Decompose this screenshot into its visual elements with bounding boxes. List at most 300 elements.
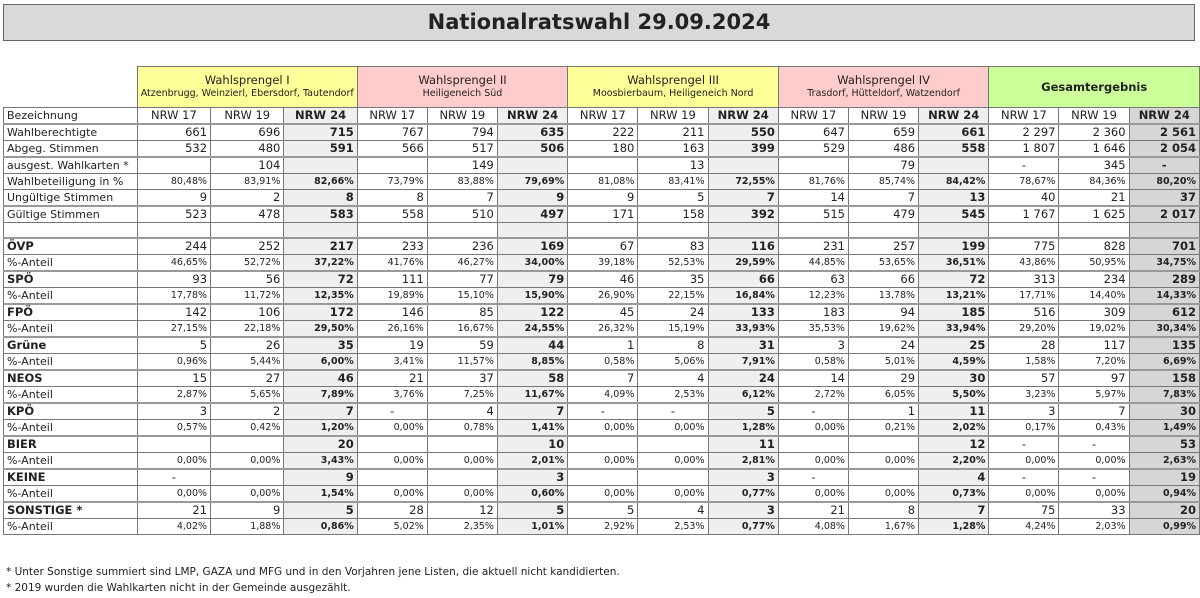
footnote-wahlkarten: * 2019 wurden die Wahlkarten nicht in der Gemeinde ausgezählt. (6, 582, 351, 594)
value-cell: 53 (1129, 436, 1199, 453)
value-cell: 106 (211, 304, 284, 321)
column-header: NRW 17 (357, 108, 427, 125)
value-cell: 0,00% (211, 486, 284, 503)
value-cell: 545 (919, 206, 989, 223)
table-row (4, 255, 1200, 272)
value-cell: 2 360 (1059, 124, 1129, 141)
value-cell: 13 (919, 190, 989, 207)
value-cell: 10 (497, 436, 567, 453)
value-cell: 7,89% (284, 387, 357, 404)
value-cell: 3,43% (284, 453, 357, 470)
value-cell (708, 223, 778, 239)
value-cell: 19,89% (357, 288, 427, 305)
row-label: SPÖ (4, 271, 138, 288)
value-cell: 233 (357, 238, 427, 255)
value-cell: 6,12% (708, 387, 778, 404)
value-cell: 583 (284, 206, 357, 223)
value-cell: 46,65% (137, 255, 210, 272)
value-cell: 81,76% (778, 174, 848, 190)
value-cell: 9 (211, 502, 284, 519)
group-name: Wahlsprengel I (204, 73, 290, 87)
value-cell: 244 (137, 238, 210, 255)
value-cell: 0,77% (708, 486, 778, 503)
value-cell: 532 (137, 141, 210, 158)
row-label (4, 223, 138, 239)
value-cell: - (568, 403, 638, 420)
value-cell: 13 (638, 157, 708, 174)
value-cell: 529 (778, 141, 848, 158)
value-cell: 26 (211, 337, 284, 354)
group-header-1 (137, 67, 357, 108)
value-cell: 94 (848, 304, 918, 321)
row-label: ÖVP (4, 238, 138, 255)
group-subtitle: Atzenbrugg, Weinzierl, Ebersdorf, Tautendorf (140, 88, 354, 99)
value-cell (848, 469, 918, 486)
value-cell: 9 (284, 469, 357, 486)
value-cell (137, 223, 210, 239)
value-cell: 11,72% (211, 288, 284, 305)
table-row (4, 453, 1200, 470)
value-cell: 56 (211, 271, 284, 288)
value-cell (568, 436, 638, 453)
value-cell: 83,91% (211, 174, 284, 190)
value-cell: 0,00% (568, 420, 638, 437)
value-cell: 4 (638, 370, 708, 387)
value-cell: 5,01% (848, 354, 918, 371)
table-row (4, 469, 1200, 486)
value-cell: 8 (284, 190, 357, 207)
column-header: NRW 19 (427, 108, 497, 125)
value-cell: 2,92% (568, 519, 638, 535)
value-cell: 122 (497, 304, 567, 321)
value-cell: 85 (427, 304, 497, 321)
value-cell: 146 (357, 304, 427, 321)
value-cell: 14 (778, 190, 848, 207)
value-cell: 510 (427, 206, 497, 223)
value-cell: 81,08% (568, 174, 638, 190)
value-cell: - (357, 403, 427, 420)
value-cell (638, 469, 708, 486)
value-cell: 828 (1059, 238, 1129, 255)
value-cell: 7 (568, 370, 638, 387)
value-cell: 52,53% (638, 255, 708, 272)
value-cell: 29,50% (284, 321, 357, 338)
value-cell: 52,72% (211, 255, 284, 272)
value-cell: 478 (211, 206, 284, 223)
value-cell: 7 (1059, 403, 1129, 420)
value-cell: 75 (989, 502, 1059, 519)
value-cell: 16,67% (427, 321, 497, 338)
value-cell: 22,18% (211, 321, 284, 338)
value-cell: 515 (778, 206, 848, 223)
value-cell: 36,51% (919, 255, 989, 272)
value-cell: 11,67% (497, 387, 567, 404)
value-cell: 46,27% (427, 255, 497, 272)
value-cell: 2,63% (1129, 453, 1199, 470)
value-cell (778, 157, 848, 174)
row-label: %-Anteil (4, 321, 138, 338)
value-cell: 17,71% (989, 288, 1059, 305)
value-cell: 2,87% (137, 387, 210, 404)
value-cell: 2 054 (1129, 141, 1199, 158)
value-cell: 661 (137, 124, 210, 141)
value-cell: 4 (638, 502, 708, 519)
group-subtitle: Trasdorf, Hütteldorf, Watzendorf (807, 88, 960, 99)
value-cell: 19,62% (848, 321, 918, 338)
value-cell: 1,54% (284, 486, 357, 503)
value-cell: 12 (919, 436, 989, 453)
value-cell: 0,00% (568, 486, 638, 503)
row-label: KEINE (4, 469, 138, 486)
value-cell: 217 (284, 238, 357, 255)
value-cell: 2 (211, 403, 284, 420)
value-cell: 2 (211, 190, 284, 207)
value-cell (568, 223, 638, 239)
value-cell: 1,58% (989, 354, 1059, 371)
value-cell: 0,42% (211, 420, 284, 437)
value-cell: 0,00% (137, 486, 210, 503)
value-cell (848, 223, 918, 239)
value-cell: 11 (919, 403, 989, 420)
value-cell: 24 (848, 337, 918, 354)
value-cell: 289 (1129, 271, 1199, 288)
column-header: NRW 19 (1059, 108, 1129, 125)
row-label: Grüne (4, 337, 138, 354)
value-cell (357, 436, 427, 453)
value-cell: 29 (848, 370, 918, 387)
value-cell: 28 (989, 337, 1059, 354)
value-cell: 12,35% (284, 288, 357, 305)
value-cell: 30 (1129, 403, 1199, 420)
value-cell: 142 (137, 304, 210, 321)
table-row (4, 387, 1200, 404)
value-cell: 0,58% (568, 354, 638, 371)
value-cell: 80,48% (137, 174, 210, 190)
value-cell: 234 (1059, 271, 1129, 288)
value-cell: 97 (1059, 370, 1129, 387)
value-cell: 31 (708, 337, 778, 354)
value-cell: 34,00% (497, 255, 567, 272)
value-cell: 2,01% (497, 453, 567, 470)
value-cell: 4,08% (778, 519, 848, 535)
value-cell: 696 (211, 124, 284, 141)
value-cell: - (989, 469, 1059, 486)
value-cell: 480 (211, 141, 284, 158)
value-cell: 309 (1059, 304, 1129, 321)
value-cell: 0,00% (638, 453, 708, 470)
value-cell: 14,40% (1059, 288, 1129, 305)
value-cell: 0,00% (568, 453, 638, 470)
value-cell: 26,32% (568, 321, 638, 338)
value-cell: 11,57% (427, 354, 497, 371)
value-cell: 27,15% (137, 321, 210, 338)
value-cell: 28 (357, 502, 427, 519)
value-cell (638, 223, 708, 239)
row-label: Ungültige Stimmen (4, 190, 138, 207)
value-cell: 9 (497, 190, 567, 207)
value-cell: 5 (497, 502, 567, 519)
value-cell: 3,41% (357, 354, 427, 371)
value-cell (427, 436, 497, 453)
column-header: NRW 24 (284, 108, 357, 125)
value-cell: 84,42% (919, 174, 989, 190)
value-cell: 20 (284, 436, 357, 453)
value-cell: 7,91% (708, 354, 778, 371)
value-cell: 5 (284, 502, 357, 519)
value-cell: 1,28% (708, 420, 778, 437)
value-cell: 0,00% (848, 486, 918, 503)
value-cell: 79,69% (497, 174, 567, 190)
column-header: NRW 24 (919, 108, 989, 125)
value-cell: 41,76% (357, 255, 427, 272)
value-cell: 13,21% (919, 288, 989, 305)
value-cell: 171 (568, 206, 638, 223)
value-cell: 6,05% (848, 387, 918, 404)
row-label: %-Anteil (4, 288, 138, 305)
value-cell: 37 (1129, 190, 1199, 207)
value-cell (211, 223, 284, 239)
value-cell (211, 469, 284, 486)
value-cell: 3 (708, 502, 778, 519)
value-cell: 35 (638, 271, 708, 288)
value-cell: 0,00% (211, 453, 284, 470)
value-cell (427, 223, 497, 239)
value-cell: 135 (1129, 337, 1199, 354)
value-cell: 46 (284, 370, 357, 387)
value-cell: 2,03% (1059, 519, 1129, 535)
value-cell: 58 (497, 370, 567, 387)
value-cell: 775 (989, 238, 1059, 255)
value-cell: 517 (427, 141, 497, 158)
value-cell: 5,65% (211, 387, 284, 404)
value-cell (137, 436, 210, 453)
value-cell: 0,00% (137, 453, 210, 470)
row-label: %-Anteil (4, 387, 138, 404)
value-cell (1129, 223, 1199, 239)
value-cell: 34,75% (1129, 255, 1199, 272)
value-cell: 0,00% (848, 453, 918, 470)
value-cell: 566 (357, 141, 427, 158)
value-cell: 5 (638, 190, 708, 207)
column-header-label: Bezeichnung (4, 108, 138, 125)
group-name: Wahlsprengel II (418, 73, 507, 87)
value-cell: 37 (427, 370, 497, 387)
group-subtitle: Heiligeneich Süd (422, 88, 503, 99)
value-cell (137, 157, 210, 174)
value-cell: 523 (137, 206, 210, 223)
value-cell: 72 (919, 271, 989, 288)
table-row (4, 206, 1200, 223)
value-cell: 257 (848, 238, 918, 255)
row-label: KPÖ (4, 403, 138, 420)
value-cell: 67 (568, 238, 638, 255)
value-cell: 82,66% (284, 174, 357, 190)
value-cell: 661 (919, 124, 989, 141)
value-cell: 19 (357, 337, 427, 354)
value-cell: 3,23% (989, 387, 1059, 404)
value-cell: 5,44% (211, 354, 284, 371)
value-cell (357, 469, 427, 486)
group-header-2 (357, 67, 568, 108)
value-cell: 63 (778, 271, 848, 288)
value-cell: 199 (919, 238, 989, 255)
column-header: NRW 24 (708, 108, 778, 125)
value-cell: 2,53% (638, 387, 708, 404)
row-label: FPÖ (4, 304, 138, 321)
row-label: %-Anteil (4, 354, 138, 371)
value-cell: 78,67% (989, 174, 1059, 190)
value-cell: 0,78% (427, 420, 497, 437)
value-cell: 1,28% (919, 519, 989, 535)
row-label: Wahlbeteiligung in % (4, 174, 138, 190)
row-label: %-Anteil (4, 486, 138, 503)
value-cell: 84,36% (1059, 174, 1129, 190)
value-cell: 79 (497, 271, 567, 288)
column-header: NRW 17 (137, 108, 210, 125)
value-cell: 3 (137, 403, 210, 420)
value-cell: 5,50% (919, 387, 989, 404)
value-cell: 345 (1059, 157, 1129, 174)
group-subtitle: Moosbierbaum, Heiligeneich Nord (592, 88, 754, 99)
row-label: NEOS (4, 370, 138, 387)
value-cell: 236 (427, 238, 497, 255)
table-row (4, 288, 1200, 305)
value-cell: 66 (848, 271, 918, 288)
value-cell: 3 (778, 337, 848, 354)
value-cell: 7 (708, 190, 778, 207)
value-cell: 0,00% (1059, 486, 1129, 503)
value-cell: 21 (137, 502, 210, 519)
value-cell: 93 (137, 271, 210, 288)
value-cell: 211 (638, 124, 708, 141)
value-cell: 0,00% (778, 453, 848, 470)
value-cell: 392 (708, 206, 778, 223)
value-cell: 29,20% (989, 321, 1059, 338)
row-label: Abgeg. Stimmen (4, 141, 138, 158)
column-header: NRW 19 (638, 108, 708, 125)
row-label: Wahlberechtigte (4, 124, 138, 141)
value-cell: 9 (568, 190, 638, 207)
value-cell: 516 (989, 304, 1059, 321)
value-cell: 158 (638, 206, 708, 223)
row-label: %-Anteil (4, 420, 138, 437)
value-cell: 4,24% (989, 519, 1059, 535)
value-cell: 33,94% (919, 321, 989, 338)
value-cell: 4,59% (919, 354, 989, 371)
value-cell (357, 157, 427, 174)
value-cell (427, 469, 497, 486)
value-cell: 8,85% (497, 354, 567, 371)
value-cell: 7,83% (1129, 387, 1199, 404)
column-header-row (4, 108, 1200, 125)
value-cell: 50,95% (1059, 255, 1129, 272)
value-cell: 1 (568, 337, 638, 354)
value-cell: 2,20% (919, 453, 989, 470)
value-cell: 185 (919, 304, 989, 321)
value-cell: 53,65% (848, 255, 918, 272)
table-row (4, 304, 1200, 321)
group-name: Wahlsprengel IV (837, 73, 931, 87)
value-cell: 0,77% (708, 519, 778, 535)
value-cell: 14,33% (1129, 288, 1199, 305)
value-cell: 24 (638, 304, 708, 321)
value-cell: 4,09% (568, 387, 638, 404)
value-cell: 486 (848, 141, 918, 158)
table-row (4, 502, 1200, 519)
value-cell: 0,60% (497, 486, 567, 503)
value-cell (284, 157, 357, 174)
table-row (4, 271, 1200, 288)
column-header: NRW 24 (1129, 108, 1199, 125)
value-cell (497, 157, 567, 174)
value-cell: 8 (848, 502, 918, 519)
row-label: %-Anteil (4, 255, 138, 272)
table-row (4, 354, 1200, 371)
column-header: NRW 17 (989, 108, 1059, 125)
value-cell: 715 (284, 124, 357, 141)
value-cell: 57 (989, 370, 1059, 387)
value-cell: 25 (919, 337, 989, 354)
value-cell: 46 (568, 271, 638, 288)
group-name: Wahlsprengel III (627, 73, 719, 87)
value-cell: 794 (427, 124, 497, 141)
value-cell: 2,02% (919, 420, 989, 437)
value-cell: 4,02% (137, 519, 210, 535)
value-cell (919, 223, 989, 239)
value-cell: 7 (284, 403, 357, 420)
table-row (4, 190, 1200, 207)
value-cell: - (778, 403, 848, 420)
value-cell: 7 (497, 403, 567, 420)
value-cell: 26,16% (357, 321, 427, 338)
value-cell: 8 (357, 190, 427, 207)
value-cell: 2,72% (778, 387, 848, 404)
value-cell: 647 (778, 124, 848, 141)
value-cell: 19 (1129, 469, 1199, 486)
value-cell: 73,79% (357, 174, 427, 190)
page-title: Nationalratswahl 29.09.2024 (3, 4, 1195, 41)
value-cell: 15,90% (497, 288, 567, 305)
value-cell: 612 (1129, 304, 1199, 321)
value-cell: 558 (919, 141, 989, 158)
value-cell: 2,35% (427, 519, 497, 535)
value-cell (638, 436, 708, 453)
value-cell: 0,00% (778, 486, 848, 503)
value-cell: 767 (357, 124, 427, 141)
column-header: NRW 19 (211, 108, 284, 125)
value-cell: 59 (427, 337, 497, 354)
value-cell: 7,20% (1059, 354, 1129, 371)
value-cell: 45 (568, 304, 638, 321)
value-cell: 116 (708, 238, 778, 255)
value-cell: 77 (427, 271, 497, 288)
value-cell: 0,94% (1129, 486, 1199, 503)
value-cell: 83,88% (427, 174, 497, 190)
table-row (4, 124, 1200, 141)
value-cell: 4 (919, 469, 989, 486)
value-cell: 2 017 (1129, 206, 1199, 223)
value-cell: - (989, 436, 1059, 453)
value-cell: 231 (778, 238, 848, 255)
value-cell: 0,86% (284, 519, 357, 535)
value-cell: 104 (211, 157, 284, 174)
value-cell: 21 (357, 370, 427, 387)
value-cell: 0,99% (1129, 519, 1199, 535)
value-cell: - (1059, 469, 1129, 486)
row-label: %-Anteil (4, 453, 138, 470)
value-cell: 0,00% (638, 486, 708, 503)
value-cell (848, 436, 918, 453)
